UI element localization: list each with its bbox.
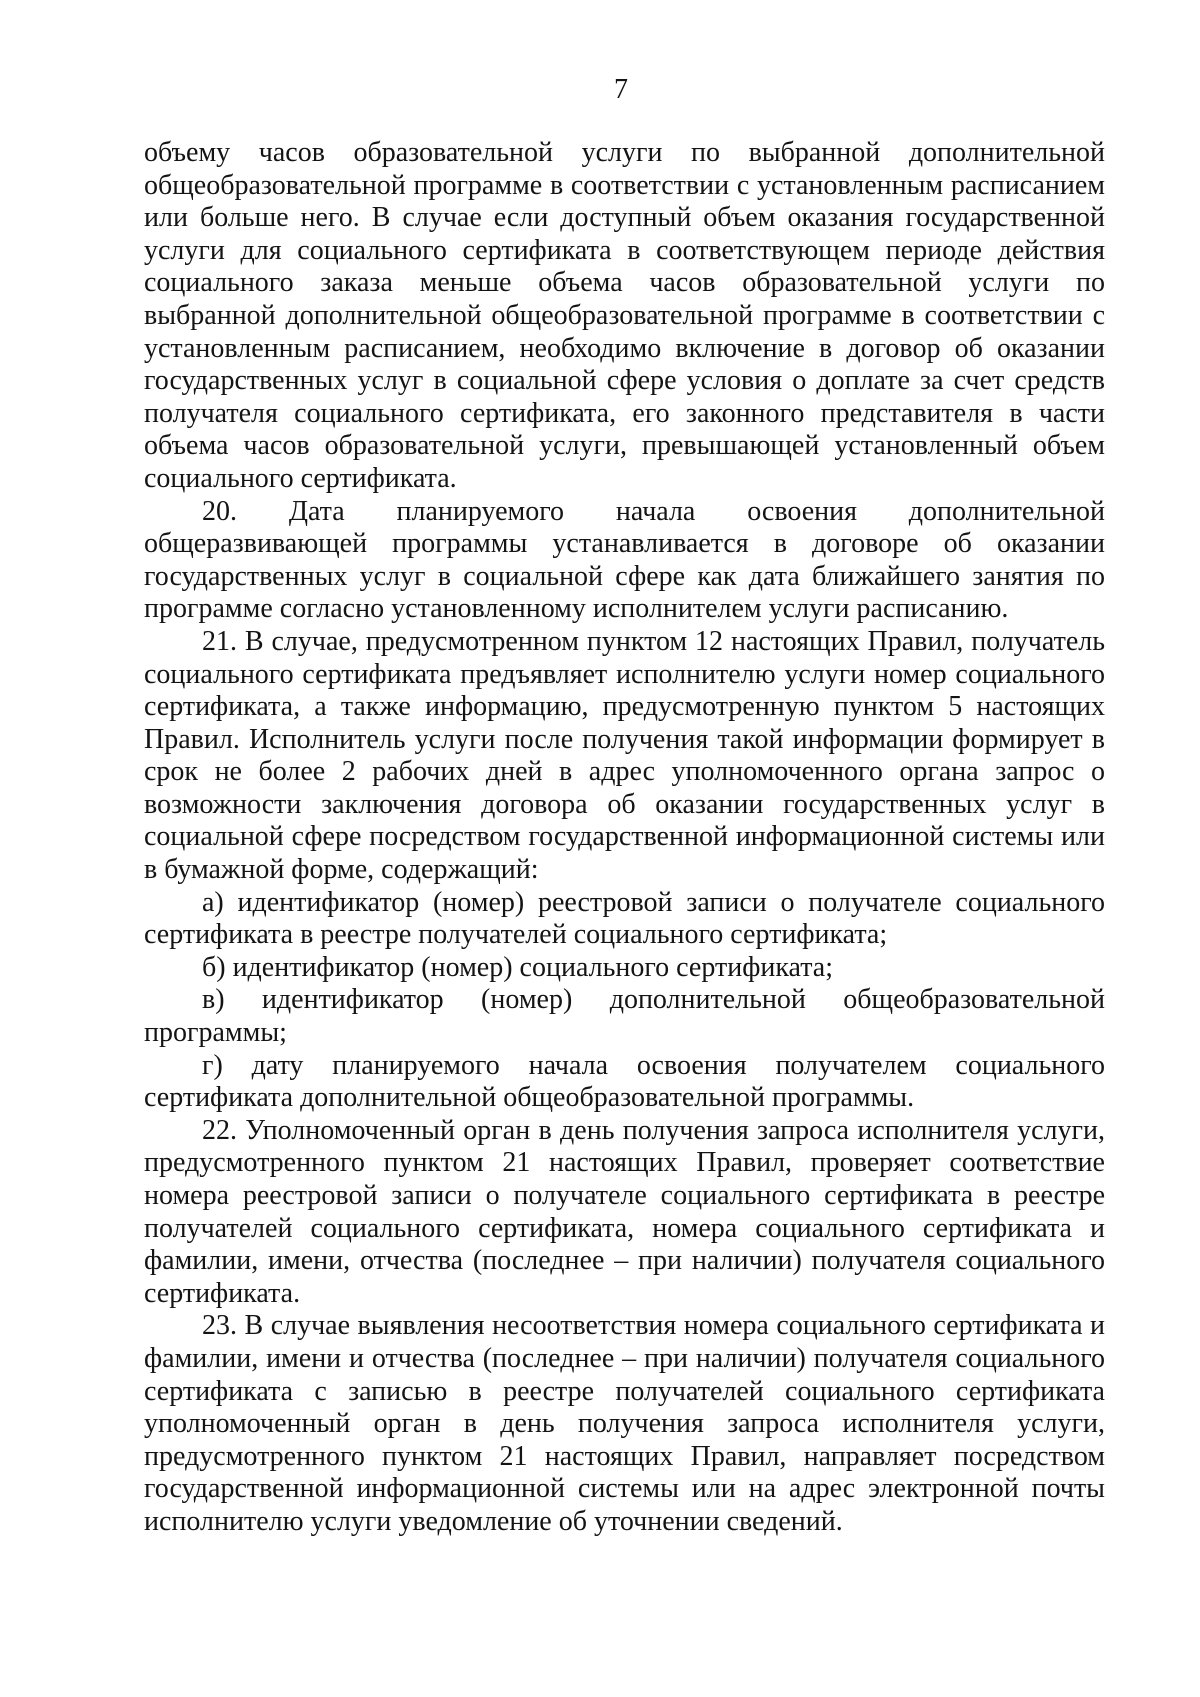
paragraph-21-item-a: а) идентификатор (номер) реестровой записи о получателе социального сертификата в реестре получателей социального сертификата; bbox=[144, 886, 1105, 951]
paragraph-20: 20. Дата планируемого начала освоения дополнительной общеразвивающей программы устанавливается в договоре об оказании государственных услуг в социальной сфере как дата ближайшего занятия по программе согласно установленному исполнителем услуги расписанию. bbox=[144, 495, 1105, 625]
paragraph-22: 22. Уполномоченный орган в день получения запроса исполнителя услуги, предусмотренного пунктом 21 настоящих Правил, проверяет соответствие номера реестровой записи о получателе социального сертификата в реестре получателей социального сертификата, номера социального сертификата и фамилии, имени, отчества (последнее – при наличии) получателя социального сертификата. bbox=[144, 1114, 1105, 1309]
paragraph-21-item-v: в) идентификатор (номер) дополнительной общеобразовательной программы; bbox=[144, 984, 1105, 1049]
document-body bbox=[144, 137, 1105, 1539]
paragraph-21-item-b: б) идентификатор (номер) социального сертификата; bbox=[202, 951, 833, 983]
paragraph-continuation: объему часов образовательной услуги по выбранной дополнительной общеобразовательной программе в соответствии с установленным расписанием или больше него. В случае если доступный объем оказания государственной услуги для социального сертификата в соответствующем периоде действия социального заказа меньше объема часов образовательной услуги по выбранной дополнительной общеобразовательной программе в соответствии с установленным расписанием, необходимо включение в договор об оказании государственных услуг в социальной сфере условия о доплате за счет средств получателя социального сертификата, его законного представителя в части объема часов образовательной услуги, превышающей установленный объем социального сертификата. bbox=[144, 137, 1105, 494]
paragraph-23: 23. В случае выявления несоответствия номера социального сертификата и фамилии, имени и отчества (последнее – при наличии) получателя социального сертификата с записью в реестре получателей социального сертификата уполномоченный орган в день получения запроса исполнителя услуги, предусмотренного пунктом 21 настоящих Правил, направляет посредством государственной информационной системы или на адрес электронной почты исполнителю услуги уведомление об уточнении сведений. bbox=[144, 1310, 1105, 1537]
paragraph-21: 21. В случае, предусмотренном пунктом 12 настоящих Правил, получатель социального сертификата предъявляет исполнителю услуги номер социального сертификата, а также информацию, предусмотренную пунктом 5 настоящих Правил. Исполнитель услуги после получения такой информации формирует в срок не более 2 рабочих дней в адрес уполномоченного органа запрос о возможности заключения договора об оказании государственных услуг в социальной сфере посредством государственной информационной системы или в бумажной форме, содержащий: bbox=[144, 625, 1105, 886]
page-number: 7 bbox=[614, 74, 628, 105]
paragraph-21-item-g: г) дату планируемого начала освоения получателем социального сертификата дополнительной общеобразовательной программы. bbox=[144, 1049, 1105, 1114]
